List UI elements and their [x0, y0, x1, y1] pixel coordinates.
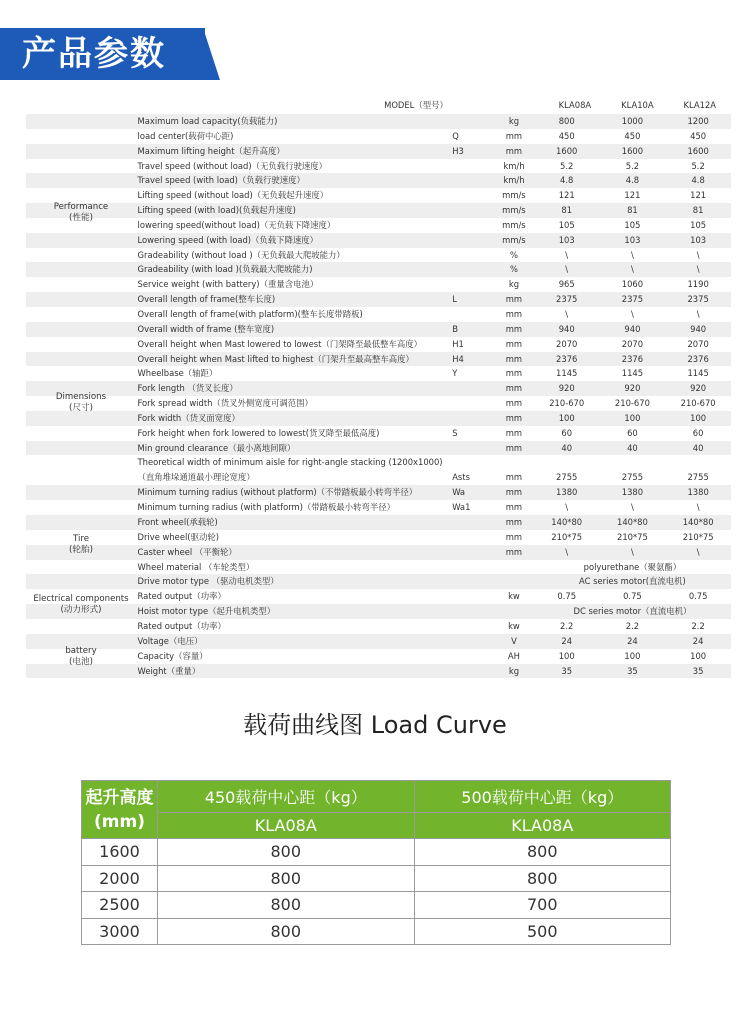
spec-name: Wheel material （车轮类型） [137, 561, 255, 572]
spec-unit: mm/s [502, 205, 526, 216]
spec-name: Lowering speed (with load)（负载下降速度） [137, 234, 319, 245]
spec-value: 24 [692, 635, 704, 646]
spec-value: 450 [624, 130, 641, 141]
spec-value: 40 [561, 442, 573, 453]
spec-row [26, 485, 731, 500]
spec-value: 140*80 [682, 517, 714, 528]
category-label: Performance (性能) [53, 202, 109, 223]
spec-unit: kg [508, 116, 520, 126]
spec-symbol: L [452, 294, 457, 305]
spec-row [26, 515, 731, 530]
spec-value: 100 [624, 412, 641, 423]
spec-value: 920 [624, 383, 641, 394]
spec-value: 210*75 [551, 531, 583, 542]
spec-name: Overall length of frame(with platform)(整车长度带踏板) [137, 308, 363, 319]
spec-unit: mm [505, 130, 523, 141]
spec-unit: mm [505, 308, 523, 319]
load-500-cell: 800 [414, 865, 671, 892]
spec-unit: AH [507, 650, 520, 661]
spec-value: 100 [624, 650, 641, 661]
load-450-cell: 800 [158, 865, 415, 892]
spec-symbol: Asts [452, 471, 470, 482]
spec-name: Minimum turning radius (without platform)（不带踏板最小转弯半径） [137, 487, 418, 498]
spec-value: DC series motor（直流电机） [573, 606, 692, 617]
spec-unit: mm [505, 294, 523, 305]
spec-unit: mm [505, 323, 523, 334]
spec-value: 210*75 [617, 531, 648, 542]
spec-unit: mm [505, 442, 523, 453]
spec-value: 4.8 [691, 175, 705, 186]
spec-unit: kw [508, 591, 520, 602]
spec-value: 24 [561, 635, 573, 646]
model-500: KLA08A [414, 813, 671, 839]
spec-row [26, 366, 731, 381]
spec-value: 1380 [687, 487, 709, 498]
spec-value: 35 [561, 665, 573, 676]
spec-value: 2070 [556, 338, 578, 349]
spec-value: 210-670 [549, 398, 585, 409]
spec-value: 35 [692, 665, 704, 676]
spec-value: \ [696, 249, 700, 260]
spec-value: 40 [692, 442, 704, 453]
spec-value: 1600 [687, 145, 709, 156]
spec-unit: mm [505, 412, 523, 423]
model-name: KLA12A [683, 99, 717, 110]
load-450-cell: 800 [158, 918, 415, 945]
spec-unit: mm [505, 517, 523, 528]
spec-value: 2.2 [625, 621, 640, 631]
spec-name: Gradeability (with load )(负载最大爬坡能力) [137, 264, 313, 275]
model-name: KLA08A [558, 99, 592, 110]
spec-value: AC series motor(直流电机) [579, 576, 686, 587]
spec-value: \ [631, 308, 634, 319]
spec-value: 2375 [687, 294, 709, 305]
spec-symbol: H3 [452, 145, 464, 156]
spec-name: Voltage（电压） [137, 635, 203, 646]
spec-row [26, 322, 731, 337]
spec-unit: mm/s [502, 234, 526, 245]
load-500-cell: 500 [414, 918, 671, 945]
spec-name: Fork width（货叉面宽度） [137, 412, 240, 423]
category-label: battery (电池) [65, 646, 97, 667]
spec-unit: km/h [503, 175, 525, 186]
spec-unit: mm/s [502, 219, 526, 230]
spec-value: 60 [692, 427, 704, 438]
spec-row [26, 560, 731, 575]
model-label: MODEL（型号） [384, 99, 448, 110]
load-450-header: 450载荷中心距（kg） [158, 781, 415, 813]
load-500-cell: 700 [414, 892, 671, 919]
spec-name: Fork spread width（货叉外侧宽度可调范围） [137, 398, 313, 409]
spec-value: \ [565, 264, 569, 275]
load-curve-title: 载荷曲线图 Load Curve [243, 711, 507, 739]
category-label: Dimensions (尺寸) [55, 392, 107, 413]
spec-unit: % [509, 264, 518, 275]
spec-value: 2070 [621, 338, 644, 349]
spec-value: 940 [558, 323, 575, 334]
spec-value: 1380 [556, 487, 578, 498]
spec-row [26, 159, 731, 174]
spec-unit: mm [505, 546, 523, 557]
spec-unit: mm [505, 353, 523, 364]
spec-value: 2070 [687, 338, 709, 349]
spec-value: 2375 [621, 294, 644, 305]
spec-value: 105 [558, 219, 575, 230]
spec-row [26, 426, 731, 441]
spec-unit: mm [505, 338, 523, 349]
spec-value: 81 [627, 205, 638, 216]
spec-value: 940 [690, 323, 707, 334]
spec-row [26, 144, 731, 159]
spec-unit: mm [505, 145, 523, 156]
spec-value: 2376 [556, 353, 578, 364]
category-label: Tire (轮胎) [69, 534, 93, 555]
spec-name: Gradeability (without load )（无负载最大爬坡能力） [137, 249, 345, 260]
spec-value: 800 [558, 116, 575, 126]
spec-value: 81 [692, 205, 704, 216]
spec-unit: V [511, 635, 517, 646]
height-cell: 3000 [82, 918, 158, 945]
spec-value: 100 [558, 650, 575, 661]
spec-value: \ [565, 502, 569, 513]
spec-value: \ [631, 502, 634, 513]
spec-name: Capacity（容量） [137, 650, 208, 661]
spec-name: Rated output（功率） [137, 621, 226, 631]
spec-name: Travel speed (with load)（负载行驶速度） [137, 175, 305, 186]
spec-table [26, 98, 731, 678]
spec-unit: mm [505, 427, 523, 438]
spec-symbol: S [452, 427, 458, 438]
spec-row [26, 248, 731, 263]
spec-name: Travel speed (without load)（无负载行驶速度） [137, 160, 328, 171]
spec-value: 121 [624, 190, 641, 201]
spec-value: 1145 [687, 368, 709, 379]
spec-symbol: H1 [452, 338, 464, 349]
spec-value: 100 [690, 650, 707, 661]
spec-value: 940 [624, 323, 641, 334]
spec-unit: mm [505, 398, 523, 409]
spec-symbol: H4 [452, 353, 464, 364]
spec-value: \ [696, 308, 700, 319]
spec-value: 35 [627, 665, 638, 676]
spec-name: lowering speed(without load)（无负载下降速度） [137, 219, 336, 230]
spec-name: Drive motor type （驱动电机类型） [137, 576, 279, 587]
spec-row [26, 455, 731, 485]
spec-value: 2376 [621, 353, 644, 364]
spec-value: polyurethane（聚氨酯） [583, 561, 682, 572]
spec-value: 103 [558, 234, 575, 245]
category-label: Electrical components (动力形式) [33, 594, 129, 615]
spec-value: 1380 [621, 487, 644, 498]
model-450: KLA08A [158, 813, 415, 839]
spec-row [26, 500, 731, 515]
spec-value: 2376 [687, 353, 709, 364]
spec-symbol: Q [452, 130, 459, 141]
spec-value: 100 [558, 412, 575, 423]
spec-value: 121 [558, 190, 575, 201]
spec-value: 965 [558, 279, 575, 290]
spec-row [26, 277, 731, 292]
spec-name: Hoist motor type（起升电机类型） [137, 606, 276, 617]
spec-row [26, 129, 731, 144]
spec-row [26, 441, 731, 456]
spec-value: 0.75 [623, 591, 642, 602]
spec-unit: mm [505, 487, 523, 498]
spec-value: 920 [558, 383, 575, 394]
table-row [82, 839, 671, 866]
spec-symbol: Y [452, 368, 458, 379]
spec-value: 105 [690, 219, 707, 230]
spec-unit: mm [505, 368, 523, 379]
spec-value: 450 [558, 130, 575, 141]
spec-unit: kg [508, 665, 520, 676]
spec-value: 210-670 [614, 398, 650, 409]
spec-name: load center(载荷中心距) [137, 130, 234, 141]
spec-value: \ [631, 546, 634, 557]
spec-value: 5.2 [560, 160, 574, 171]
load-500-cell: 800 [414, 839, 671, 866]
spec-unit: mm [505, 471, 523, 482]
spec-value: 60 [561, 427, 573, 438]
spec-value: 1145 [556, 368, 578, 379]
spec-value: 2755 [687, 471, 709, 482]
spec-row [26, 619, 731, 634]
spec-name: Weight（重量） [137, 665, 201, 676]
spec-unit: kw [508, 621, 520, 631]
spec-value: \ [565, 546, 569, 557]
spec-row [26, 233, 731, 248]
table-row [82, 918, 671, 945]
spec-value: 103 [624, 234, 641, 245]
spec-value: 1060 [621, 279, 644, 290]
spec-name: Drive wheel(驱动轮) [137, 531, 219, 542]
spec-value: 105 [624, 219, 641, 230]
spec-value: 1600 [621, 145, 644, 156]
spec-value: 1190 [687, 279, 709, 290]
spec-name: Fork height when fork lowered to lowest(货叉降至最低高度) [137, 427, 380, 438]
spec-value: \ [565, 308, 569, 319]
spec-value: 210-670 [680, 398, 716, 409]
spec-name: Maximum load capacity(负载能力) [137, 116, 278, 126]
spec-row [26, 337, 731, 352]
spec-name: Fork length （货叉长度） [137, 383, 238, 394]
spec-unit: mm [505, 531, 523, 542]
spec-symbol: Wa1 [452, 502, 471, 513]
spec-name: Rated output（功率） [137, 591, 226, 602]
spec-value: \ [631, 249, 634, 260]
spec-value: 81 [561, 205, 573, 216]
model-name: KLA10A [621, 99, 654, 110]
spec-row [26, 352, 731, 367]
spec-value: 1600 [556, 145, 578, 156]
spec-value: 5.2 [625, 160, 640, 171]
spec-name: Minimum turning radius (with platform)（带踏板最小转弯半径） [137, 502, 396, 513]
spec-name: Lifting speed (without load)（无负载起升速度） [137, 190, 329, 201]
spec-value: 103 [690, 234, 707, 245]
spec-name: Maximum lifting height（起升高度） [137, 145, 285, 156]
spec-value: 4.8 [560, 175, 574, 186]
spec-value: 2.2 [560, 621, 574, 631]
spec-value: \ [696, 546, 700, 557]
spec-name: Wheelbase（轴距） [137, 368, 218, 379]
spec-value: 100 [690, 412, 707, 423]
spec-value: 920 [690, 383, 707, 394]
spec-name: Caster wheel （平衡轮） [137, 546, 237, 557]
spec-value: 0.75 [557, 591, 577, 602]
spec-value: 1145 [621, 368, 644, 379]
spec-value: 140*80 [617, 517, 648, 528]
spec-name: Theoretical width of minimum aisle for right-angle stacking (1200x1000)（直角堆垛通道最小理论宽度） [137, 457, 443, 482]
spec-value: 121 [690, 190, 707, 201]
spec-value: 140*80 [551, 517, 583, 528]
spec-value: \ [631, 264, 634, 275]
spec-symbol: B [452, 323, 458, 334]
load-450-cell: 800 [158, 839, 415, 866]
spec-row [26, 173, 731, 188]
spec-row [26, 188, 731, 203]
spec-unit: mm [505, 502, 523, 513]
spec-row [26, 262, 731, 277]
spec-name: Overall height when Mast lowered to lowest（门架降至最低整车高度） [137, 338, 422, 349]
spec-value: 60 [627, 427, 638, 438]
page-title: 产品参数 [22, 34, 166, 74]
spec-value: 0.75 [688, 591, 708, 602]
spec-name: Front wheel(承载轮) [137, 517, 218, 528]
spec-value: 1000 [621, 116, 644, 126]
spec-value: 2.2 [691, 621, 705, 631]
spec-value: 2755 [621, 471, 644, 482]
spec-unit: mm/s [502, 190, 526, 201]
spec-name: Overall width of frame (整车宽度) [137, 323, 275, 334]
load-curve-table [81, 780, 671, 945]
spec-name: Overall length of frame(整车长度) [137, 294, 276, 305]
spec-name: Min ground clearance（最小离地间隙） [137, 442, 296, 453]
spec-name: Service weight (with battery)（重量含电池） [137, 279, 319, 290]
spec-row [26, 574, 731, 589]
spec-value: 4.8 [625, 175, 640, 186]
spec-row [26, 292, 731, 307]
spec-value: 1200 [687, 116, 709, 126]
spec-name: Lifting speed (with load)(负载起升速度) [137, 205, 296, 216]
load-450-cell: 800 [158, 892, 415, 919]
spec-value: 5.2 [691, 160, 705, 171]
spec-value: \ [696, 502, 700, 513]
spec-value: 2375 [556, 294, 578, 305]
table-row [82, 892, 671, 919]
spec-value: \ [696, 264, 700, 275]
table-row [82, 865, 671, 892]
spec-row [26, 307, 731, 322]
spec-value: 24 [627, 635, 638, 646]
height-cell: 1600 [82, 839, 158, 866]
spec-name: Overall height when Mast lifted to highest（门架升至最高整车高度） [137, 353, 414, 364]
spec-unit: km/h [503, 160, 525, 171]
spec-unit: % [509, 249, 518, 260]
spec-value: \ [565, 249, 569, 260]
spec-value: 2755 [556, 471, 578, 482]
spec-unit: mm [505, 383, 523, 394]
spec-header-row [26, 98, 731, 112]
height-header: 起升高度 (mm) [82, 781, 158, 839]
spec-value: 210*75 [682, 531, 714, 542]
spec-value: 450 [690, 130, 707, 141]
spec-symbol: Wa [452, 487, 466, 498]
spec-value: 40 [627, 442, 638, 453]
height-cell: 2000 [82, 865, 158, 892]
height-cell: 2500 [82, 892, 158, 919]
spec-unit: kg [508, 279, 520, 290]
spec-row [26, 114, 731, 129]
load-500-header: 500载荷中心距（kg） [414, 781, 671, 813]
